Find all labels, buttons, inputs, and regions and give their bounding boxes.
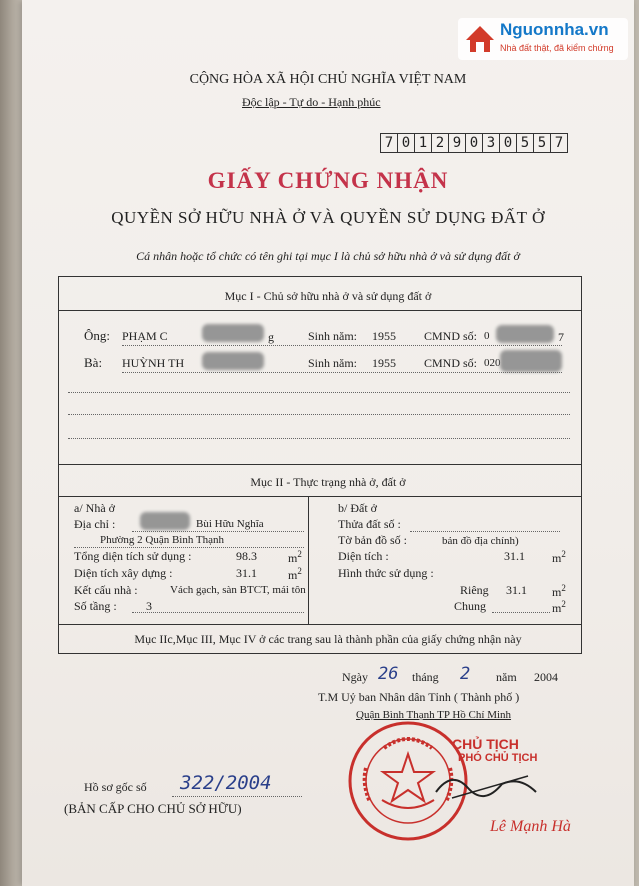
- dotted-line: [492, 612, 550, 613]
- owner1-birth-label: Sinh năm:: [308, 329, 358, 343]
- shared-label: Chung: [454, 599, 487, 613]
- country-name: CỘNG HÒA XÃ HỘI CHỦ NGHĨA VIỆT NAM: [189, 72, 467, 87]
- total-area-value: 98.3: [236, 549, 257, 563]
- date-month-label: tháng: [412, 670, 439, 684]
- certificate-page: Nguonnha.vn Nhà đất thật, đã kiểm chứng CỘNG HÒA XÃ HỘI CHỦ NGHĨA VIỆT NAM Độc lập - Tự do - Hạnh phúc 7 0 1 2 9 0 3 0 5 5 7 GIẤY CHỨNG NHẬN QUYỀN SỞ HỮU NHÀ Ở VÀ QUYỀN SỬ DỤNG ĐẤT Ở Cá nhân hoặc tổ chức có tên ghi tại mục I là chủ sở hữu nhà ở và sử dụng đất ở Mục I - Chủ sở hữu nhà ở và sử dụng đất ở Ông: PHẠM C g Sinh năm: 1955 CMND số: 0 7 Bà: HUỲNH TH Sinh năm: 1955 CMND số: 020 Mục II - Thực trạng nhà ở, đất ở a/ Nhà ở Địa chỉ : Bùi Hữu Nghĩa Phường 2 Quận Bình Thạnh Tổng diện tích sử dụng : 98.3 $m^2$ Diện tích xây dựng : 31.1 $m^2$ Kết cấu nhà : Vách gạch, sàn BTCT, mái tôn Số tầng : 3 b/ Đất ở Thửa đất số : Tờ bản đồ số : bản đồ địa chính) Diện tích : 31.1 $m^2$ Hình thức sử dụng : Riêng 31.1 $m^2$ Chung $m^2$ Mục IIc,Mục III, Mục IV ở các trang sau là thành phần của giấy chứng nhận này Ngày 26 tháng 2 năm 2004 T.M Uỷ ban Nhân dân Tỉnh ( Thành phố ) Quận Bình Thạnh TP Hồ Chí Minh CHỦ TỊCH PHÓ CHỦ TỊCH Lê Mạnh Hà Hồ sơ gốc số 322/2004 (BẢN CẤP CHO CHỦ SỞ HỮU): [22, 0, 634, 886]
- owner1-id-label: CMND số:: [424, 329, 478, 343]
- record-number: 322/2004: [180, 772, 272, 794]
- serial-digit: 0: [500, 133, 517, 153]
- section2-heading: Mục II - Thực trạng nhà ở, đất ở: [250, 475, 406, 489]
- signer-name: Lê Mạnh Hà: [490, 818, 571, 835]
- unit-m: m: [288, 551, 298, 565]
- owner1-name-tail: g: [268, 330, 274, 344]
- owner2-birth-label: Sinh năm:: [308, 356, 358, 370]
- owner1-birth: 1955: [372, 329, 396, 343]
- intro-text: Cá nhân hoặc tổ chức có tên ghi tại mục I là chủ sở hữu nhà ở và sử dụng đất ở: [136, 249, 520, 263]
- plot-label: Thửa đất số :: [338, 517, 401, 531]
- motto: Độc lập - Tự do - Hạnh phúc: [242, 95, 381, 109]
- floors-label: Số tầng :: [74, 599, 117, 613]
- owner2-id-start: 020: [484, 357, 501, 369]
- divider: [58, 464, 582, 465]
- certificate-title: GIẤY CHỨNG NHẬN: [207, 168, 449, 193]
- column-divider: [308, 496, 309, 624]
- serial-number: [380, 133, 568, 153]
- redaction-blur: [500, 350, 562, 372]
- serial-digit: 5: [517, 133, 534, 153]
- house-label: a/ Nhà ở: [74, 501, 115, 515]
- serial-digit: 0: [466, 133, 483, 153]
- dotted-line: [132, 612, 304, 613]
- divider: [58, 496, 582, 497]
- footer-note: Mục IIc,Mục III, Mục IV ở các trang sau là thành phần của giấy chứng nhận này: [134, 632, 522, 646]
- date-year-label: năm: [496, 670, 517, 684]
- private-label: Riêng: [460, 583, 489, 597]
- unit-m: m: [552, 585, 562, 599]
- dotted-line: [68, 414, 570, 415]
- serial-digit: 2: [432, 133, 449, 153]
- vice-chair-title: PHÓ CHỦ TỊCH: [458, 752, 538, 764]
- owner1-id-start: 0: [484, 330, 490, 342]
- serial-digit: 3: [483, 133, 500, 153]
- serial-digit: 9: [449, 133, 466, 153]
- watermark-name: Nguonnha.vn: [500, 20, 609, 39]
- total-area-label: Tổng diện tích sử dụng :: [74, 549, 192, 563]
- redaction-blur: [202, 352, 264, 370]
- map-value: bản đồ địa chính): [442, 535, 519, 547]
- dotted-line: [132, 531, 304, 532]
- owner2-name: HUỲNH TH: [122, 356, 185, 370]
- date-year: 2004: [534, 670, 558, 684]
- owner2-label: Bà:: [84, 355, 103, 370]
- unit-m: m: [552, 601, 562, 615]
- private-value: 31.1: [506, 583, 527, 597]
- record-label: Hồ sơ gốc số: [84, 780, 147, 794]
- structure-value: Vách gạch, sàn BTCT, mái tôn: [170, 584, 306, 596]
- owner1-name: PHẠM C: [122, 329, 168, 343]
- certificate-subtitle: QUYỀN SỞ HỮU NHÀ Ở VÀ QUYỀN SỬ DỤNG ĐẤT Ở: [111, 208, 545, 227]
- owner1-label: Ông:: [84, 328, 110, 343]
- section1-heading: Mục I - Chủ sở hữu nhà ở và sử dụng đất ở: [224, 289, 432, 303]
- address-label: Địa chỉ :: [74, 517, 116, 531]
- usage-label: Hình thức sử dụng :: [338, 566, 434, 580]
- dotted-line: [122, 372, 562, 373]
- date-month: 2: [460, 664, 471, 684]
- structure-label: Kết cấu nhà :: [74, 583, 138, 597]
- unit-m: m: [552, 551, 562, 565]
- divider: [58, 310, 582, 311]
- signature: [432, 762, 542, 810]
- map-label: Tờ bản đồ số :: [338, 533, 408, 547]
- land-label: b/ Đất ở: [338, 501, 378, 515]
- watermark-logo: [458, 18, 628, 60]
- owner2-id-label: CMND số:: [424, 356, 478, 370]
- serial-digit: 1: [415, 133, 432, 153]
- address-ward: Phường 2 Quận Bình Thạnh: [100, 534, 225, 546]
- dotted-line: [410, 531, 560, 532]
- divider: [58, 624, 582, 625]
- date-day-label: Ngày: [342, 670, 368, 684]
- dotted-line: [122, 345, 562, 346]
- serial-digit: 7: [551, 133, 568, 153]
- copy-note: (BẢN CẤP CHO CHỦ SỞ HỮU): [64, 801, 242, 816]
- authority-line2: Quận Bình Thạnh TP Hồ Chí Minh: [356, 709, 512, 721]
- dotted-line: [172, 796, 302, 797]
- redaction-blur: [202, 324, 264, 342]
- land-area-label: Diện tích :: [338, 549, 389, 563]
- redaction-blur: [496, 325, 554, 343]
- owner2-birth: 1955: [372, 356, 396, 370]
- floors-value: 3: [146, 599, 152, 613]
- chair-title: CHỦ TỊCH: [452, 736, 519, 752]
- owner1-id-end: 7: [558, 330, 564, 344]
- serial-digit: 0: [398, 133, 415, 153]
- authority-line1: T.M Uỷ ban Nhân dân Tỉnh ( Thành phố ): [318, 690, 520, 704]
- land-area-value: 31.1: [504, 549, 525, 563]
- house-icon: [464, 24, 496, 54]
- build-area-label: Diện tích xây dựng :: [74, 566, 173, 580]
- address-street: Bùi Hữu Nghĩa: [196, 518, 264, 530]
- page-edge: [0, 0, 22, 886]
- dotted-line: [74, 547, 304, 548]
- redaction-blur: [140, 512, 190, 530]
- build-area-value: 31.1: [236, 566, 257, 580]
- serial-digit: 7: [380, 133, 398, 153]
- serial-digit: 5: [534, 133, 551, 153]
- date-day: 26: [378, 664, 399, 684]
- watermark-slogan: Nhà đất thật, đã kiểm chứng: [500, 43, 614, 53]
- dotted-line: [68, 438, 570, 439]
- dotted-line: [68, 392, 570, 393]
- unit-m: m: [288, 568, 298, 582]
